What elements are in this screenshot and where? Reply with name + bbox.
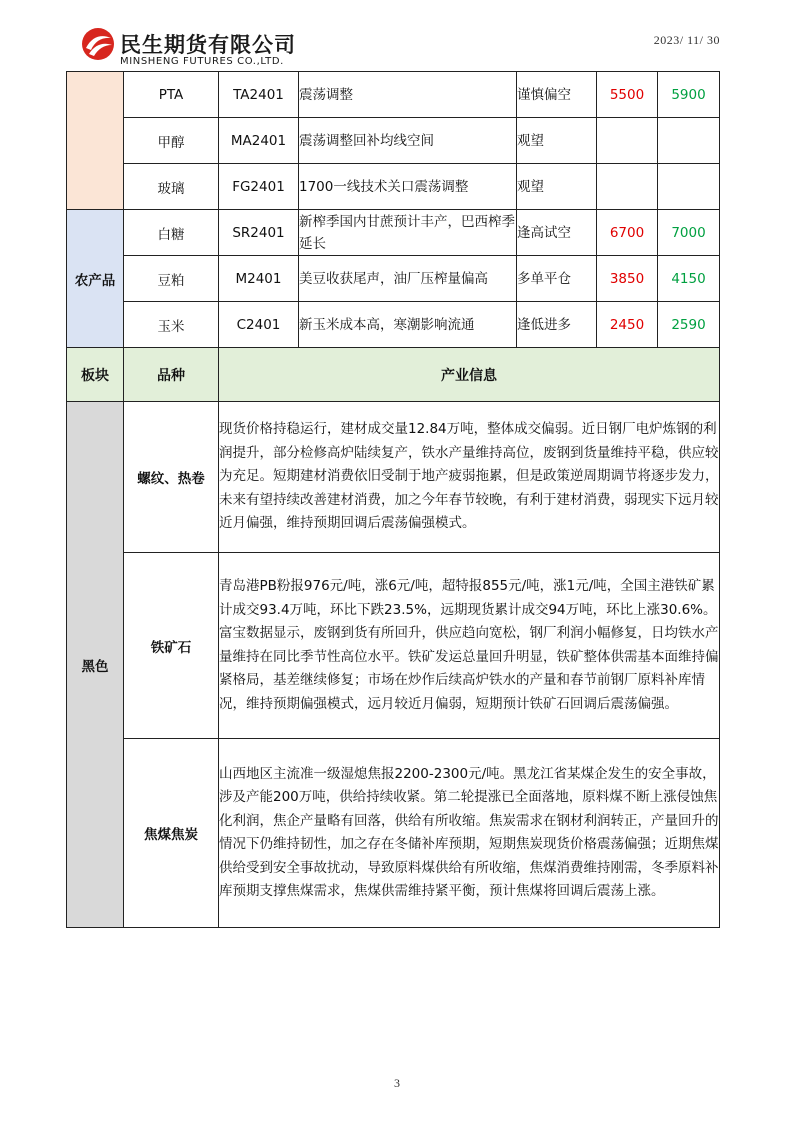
sector-cell-black: 黑色 [67, 402, 124, 928]
view-cell: 新玉米成本高，寒潮影响流通 [299, 302, 517, 348]
table-row [67, 210, 720, 256]
price-low-cell [597, 164, 658, 210]
contract-cell: FG2401 [219, 164, 299, 210]
strategy-table [66, 71, 720, 928]
price-high-cell [658, 118, 720, 164]
info-row [67, 553, 720, 739]
action-cell: 多单平仓 [517, 256, 597, 302]
variety-cell: 豆粕 [124, 256, 219, 302]
brand-name-cn: 民生期货有限公司 [120, 33, 296, 57]
page-header [0, 0, 794, 72]
action-cell: 逢低进多 [517, 302, 597, 348]
info-variety-cell: 螺纹、热卷 [124, 402, 219, 553]
variety-cell: 甲醇 [124, 118, 219, 164]
price-high-cell: 7000 [658, 210, 720, 256]
contract-cell: C2401 [219, 302, 299, 348]
action-cell: 逢高试空 [517, 210, 597, 256]
contract-cell: M2401 [219, 256, 299, 302]
table-row [67, 302, 720, 348]
contract-cell: TA2401 [219, 72, 299, 118]
brand-name-en: MINSHENG FUTURES CO.,LTD. [120, 56, 284, 67]
info-variety-cell: 焦煤焦炭 [124, 739, 219, 928]
contract-cell: SR2401 [219, 210, 299, 256]
price-high-cell: 4150 [658, 256, 720, 302]
action-cell: 观望 [517, 118, 597, 164]
info-text-cell: 青岛港PB粉报976元/吨，涨6元/吨，超特报855元/吨，涨1元/吨，全国主港铁矿累计成交93.4万吨，环比下跌23.5%，远期现货累计成交94万吨，环比上涨30.6%。富宝数据显示，废钢到货有所回升，供应趋向宽松，钢厂利润小幅修复，日均铁水产量维持在同比季节性高位水平。铁矿发运总量回升明显，铁矿整体供需基本面维持偏紧格局，基差继续修复；市场在炒作后续高炉铁水的产量和春节前钢厂原料补库情况，维持预期偏强模式，远月较近月偏弱，短期预计铁矿石回调后震荡偏强。 [219, 553, 720, 739]
info-row [67, 402, 720, 553]
price-low-cell: 6700 [597, 210, 658, 256]
price-high-cell [658, 164, 720, 210]
view-cell: 美豆收获尾声，油厂压榨量偏高 [299, 256, 517, 302]
header-info: 产业信息 [219, 348, 720, 402]
header-sector: 板块 [67, 348, 124, 402]
info-header-row [67, 348, 720, 402]
info-text-cell: 山西地区主流准一级湿熄焦报2200-2300元/吨。黑龙江省某煤企发生的安全事故，涉及产能200万吨，供给持续收紧。第二轮提涨已全面落地，原料煤不断上涨侵蚀焦化利润，焦企产量略有回落，供给有所收缩。焦炭需求在钢材利润转正，产量回升的情况下仍维持韧性，加之存在冬储补库预期，短期焦炭现货价格震荡偏强；近期焦煤供给受到安全事故扰动，导致原料煤供给有所收缩，焦煤消费维持刚需，冬季原料补库预期支撑焦煤需求，焦煤供需维持紧平衡，预计焦煤将回调后震荡上涨。 [219, 739, 720, 928]
info-variety-cell: 铁矿石 [124, 553, 219, 739]
view-cell: 新榨季国内甘蔗预计丰产，巴西榨季延长 [299, 210, 517, 256]
sector-cell-chemical [67, 72, 124, 210]
table-row [67, 256, 720, 302]
action-cell: 谨慎偏空 [517, 72, 597, 118]
info-text-cell: 现货价格持稳运行，建材成交量12.84万吨，整体成交偏弱。近日钢厂电炉炼钢的利润提升，部分检修高炉陆续复产，铁水产量维持高位，废钢到货量维持平稳，供应较为充足。短期建材消费依旧受制于地产疲弱拖累，但是政策逆周期调节将逐步发力，未来有望持续改善建材消费，加之今年春节较晚，有利于建材消费，弱现实下远月较近月偏强，维持预期回调后震荡偏强模式。 [219, 402, 720, 553]
variety-cell: 玻璃 [124, 164, 219, 210]
variety-cell: PTA [124, 72, 219, 118]
table-row [67, 164, 720, 210]
action-cell: 观望 [517, 164, 597, 210]
view-cell: 震荡调整 [299, 72, 517, 118]
table-row [67, 118, 720, 164]
page-number: 3 [394, 1076, 400, 1090]
view-cell: 1700一线技术关口震荡调整 [299, 164, 517, 210]
view-cell: 震荡调整回补均线空间 [299, 118, 517, 164]
variety-cell: 玉米 [124, 302, 219, 348]
header-variety: 品种 [124, 348, 219, 402]
price-high-cell: 5900 [658, 72, 720, 118]
report-date: 2023/ 11/ 30 [653, 33, 720, 47]
contract-cell: MA2401 [219, 118, 299, 164]
price-low-cell: 2450 [597, 302, 658, 348]
sector-cell-agri: 农产品 [67, 210, 124, 348]
price-low-cell [597, 118, 658, 164]
variety-cell: 白糖 [124, 210, 219, 256]
price-low-cell: 3850 [597, 256, 658, 302]
info-row [67, 739, 720, 928]
minsheng-logo-icon [80, 26, 116, 62]
price-high-cell: 2590 [658, 302, 720, 348]
price-low-cell: 5500 [597, 72, 658, 118]
table-row [67, 72, 720, 118]
